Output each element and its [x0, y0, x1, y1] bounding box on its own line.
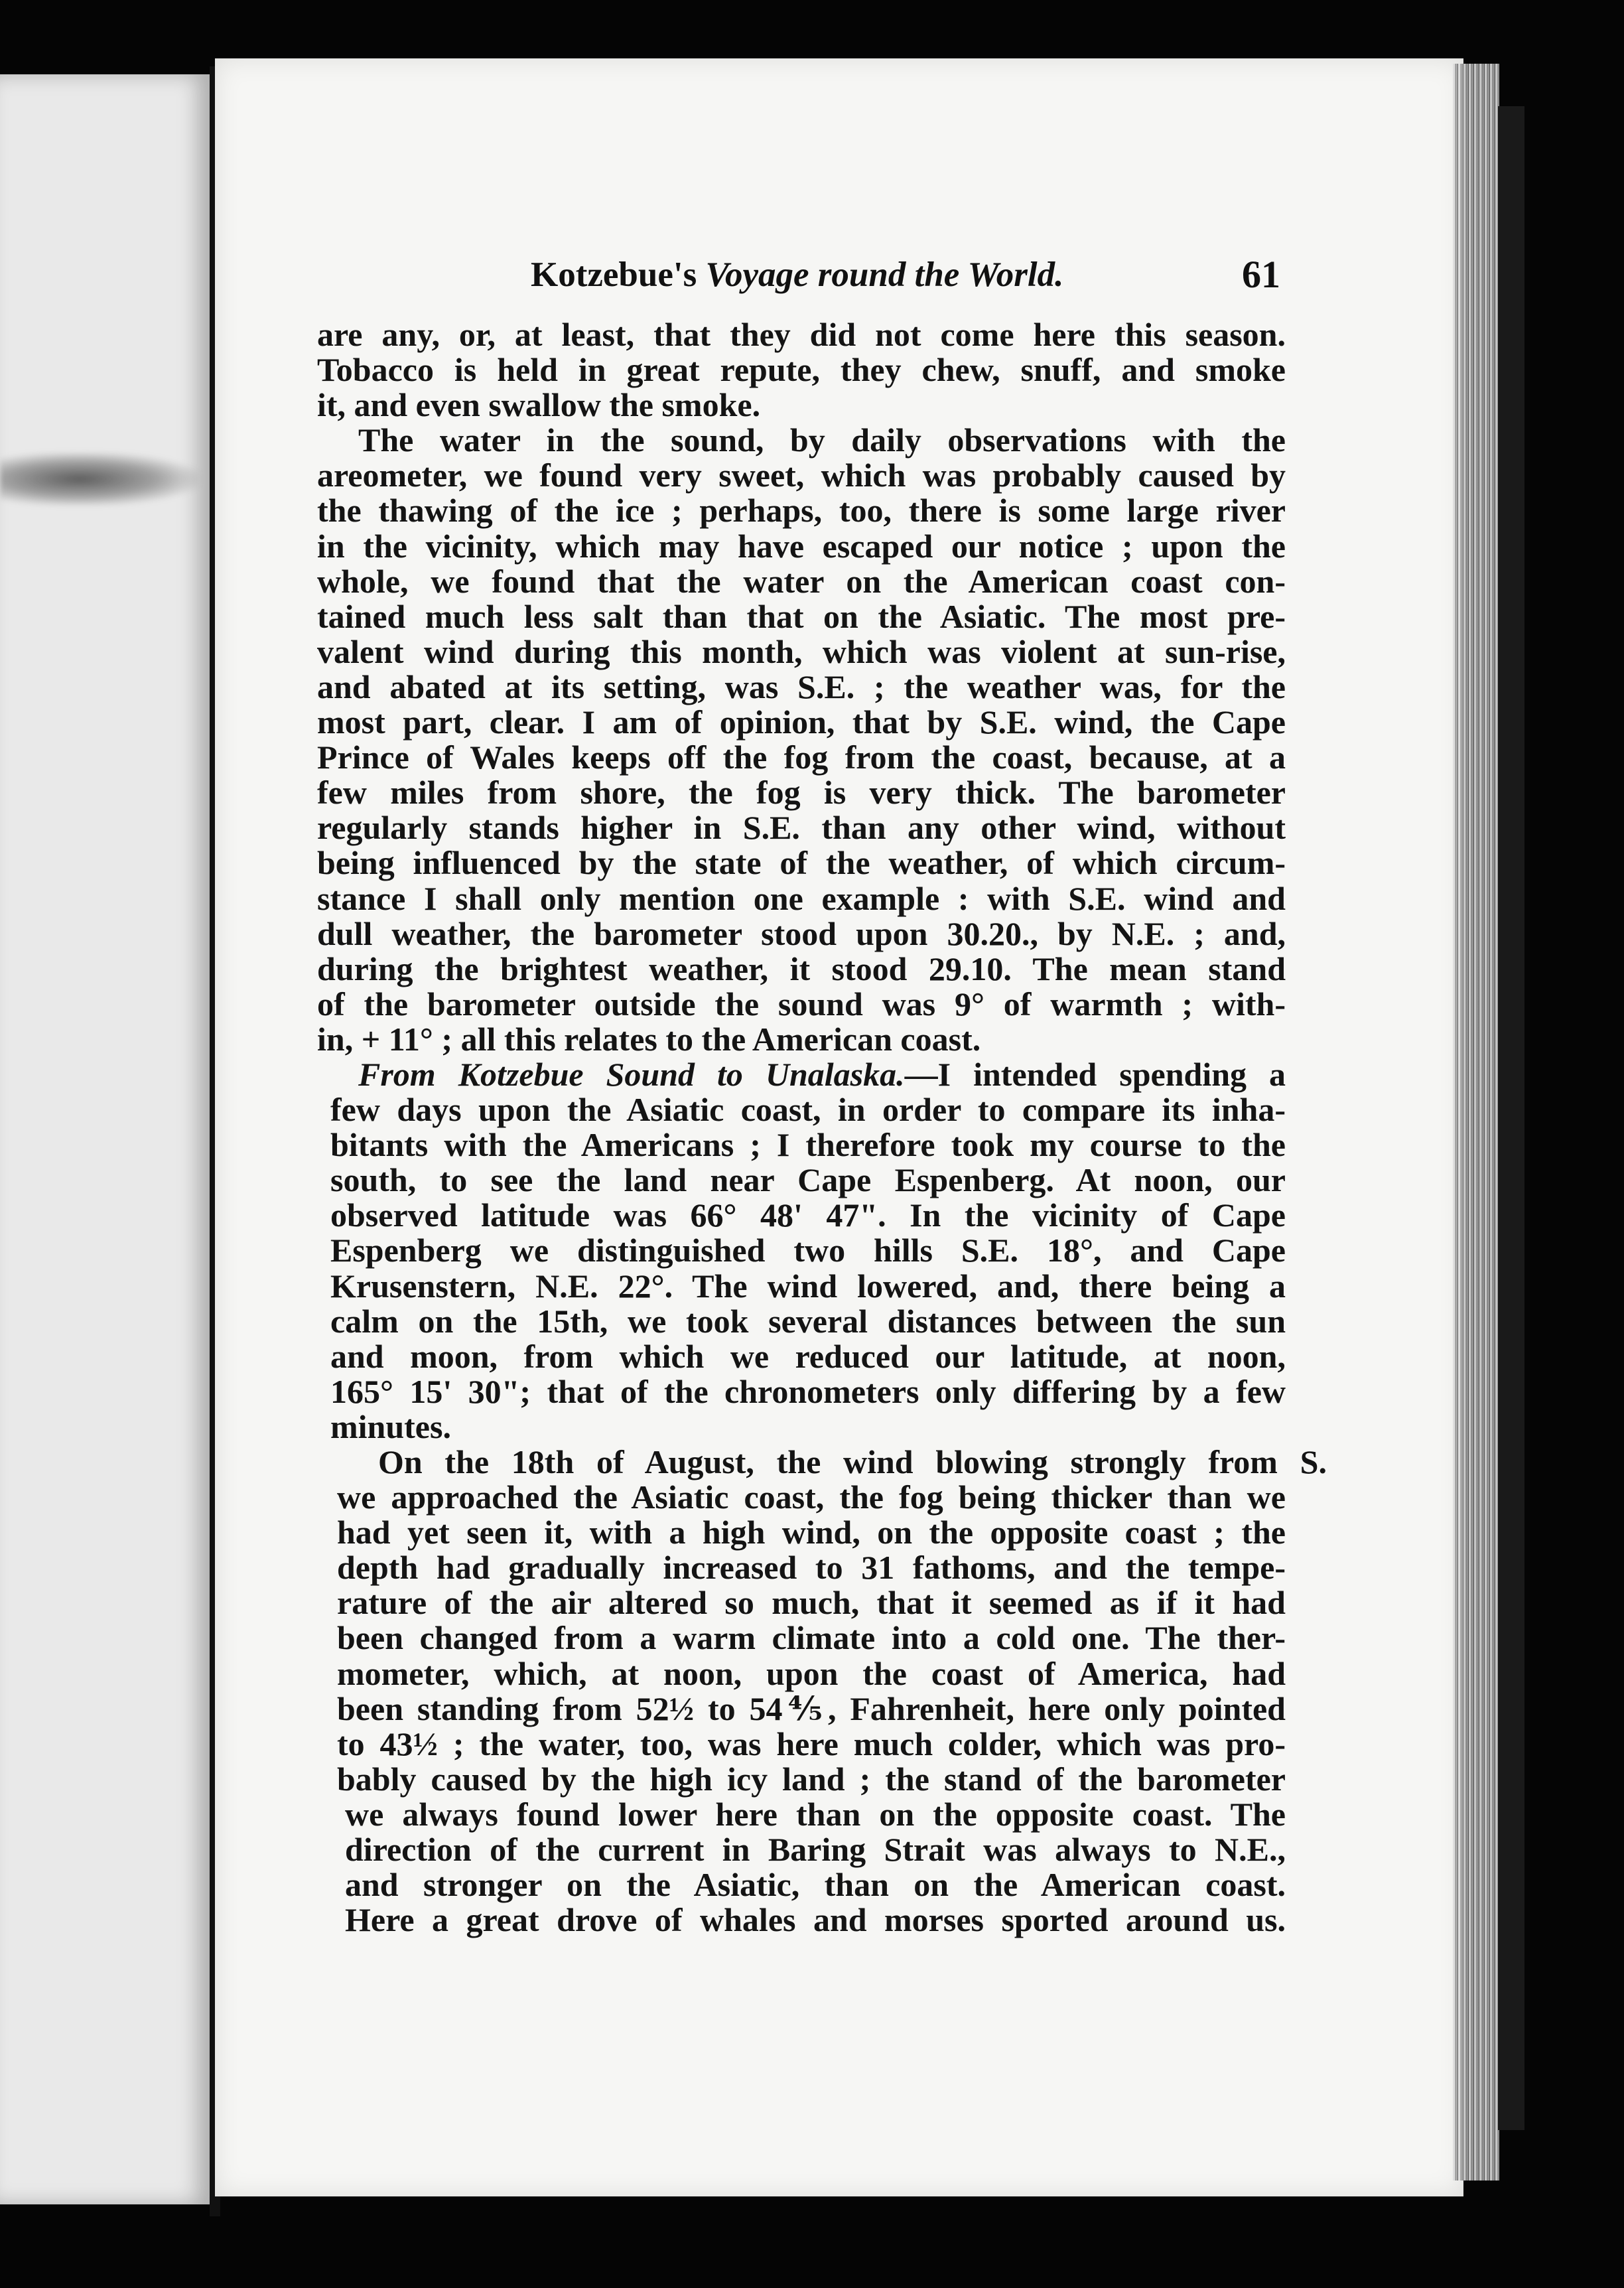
text-line: regularly stands higher in S.E. than any other wind, without [317, 809, 1286, 847]
text-line: observed latitude was 66° 48' 47". In the vicinity of Cape [330, 1196, 1286, 1234]
text-line: valent wind during this month, which was violent at sun-rise, [317, 632, 1286, 670]
page-number: 61 [1242, 253, 1280, 296]
running-header [531, 255, 1280, 301]
text-line: stance I shall only mention one example : with S.E. wind and [317, 879, 1286, 917]
paragraph-start-line: On the 18th of August, the wind blowing strongly from S. [378, 1443, 1327, 1480]
text-line: and abated at its setting, was S.E. ; the weather was, for the [317, 668, 1286, 705]
text-line: dull weather, the barometer stood upon 30.20., by N.E. ; and, [317, 914, 1286, 952]
page-edges [1453, 64, 1499, 2181]
text-line: to 43½ ; the water, too, was here much colder, which was pro- [337, 1725, 1286, 1762]
text-line: are any, or, at least, that they did not come here this season. [317, 316, 1286, 353]
running-title-italic: Voyage round the World. [705, 255, 1064, 294]
text-line: areometer, we found very sweet, which was probably caused by [317, 457, 1286, 494]
text-line: Here a great drove of whales and morses sported around us. [345, 1901, 1286, 1939]
text-line: Espenberg we distinguished two hills S.E. 18°, and Cape [330, 1232, 1286, 1269]
paragraph-start-line: The water in the sound, by daily observations with the [358, 421, 1286, 459]
text-line: rature of the air altered so much, that it seemed as if it had [337, 1584, 1286, 1622]
text-line: few miles from shore, the fog is very thick. The barometer [317, 774, 1286, 812]
text-line: most part, clear. I am of opinion, that by S.E. wind, the Cape [317, 703, 1286, 741]
text-line: during the brightest weather, it stood 29.10. The mean stand [317, 950, 1286, 987]
text-line: few days upon the Asiatic coast, in order to compare its inha- [330, 1091, 1286, 1129]
text-line: we always found lower here than on the opposite coast. The [345, 1795, 1286, 1833]
ink-smudge [0, 453, 199, 506]
section-heading-line [317, 1057, 1286, 1092]
facing-page [0, 74, 210, 2204]
section-heading-rest: —I intended spending a [904, 1055, 1286, 1093]
text-line: south, to see the land near Cape Espenberg. At noon, our [330, 1161, 1286, 1199]
text-line: and stronger on the Asiatic, than on the American coast. [345, 1866, 1286, 1904]
text-line: direction of the current in Baring Strait was always to N.E., [345, 1831, 1286, 1869]
text-line: minutes. [330, 1407, 451, 1445]
text-line: in the vicinity, which may have escaped our notice ; upon the [317, 527, 1286, 565]
text-line: Krusenstern, N.E. 22°. The wind lowered, and, there being a [330, 1267, 1286, 1305]
text-line: Prince of Wales keeps off the fog from the coast, because, at a [317, 739, 1286, 776]
text-line: mometer, which, at noon, upon the coast of America, had [337, 1654, 1286, 1692]
text-line: whole, we found that the water on the American coast con- [317, 562, 1286, 600]
text-line: been changed from a warm climate into a cold one. The ther- [337, 1619, 1286, 1657]
text-line: in, + 11° ; all this relates to the American coast. [317, 1020, 981, 1058]
text-line: calm on the 15th, we took several distances between the sun [330, 1302, 1286, 1340]
text-line: Tobacco is held in great repute, they chew, snuff, and smoke [317, 351, 1286, 389]
text-line: 165° 15' 30"; that of the chronometers only differing by a few [330, 1372, 1286, 1410]
text-line: bably caused by the high icy land ; the stand of the barometer [337, 1760, 1286, 1798]
section-heading: From Kotzebue Sound to Unalaska. [358, 1055, 905, 1093]
text-line: being influenced by the state of the weather, of which circum- [317, 844, 1286, 882]
text-line: bitants with the Americans ; I therefore took my course to the [330, 1126, 1286, 1164]
text-line: depth had gradually increased to 31 fathoms, and the tempe- [337, 1549, 1286, 1587]
running-title [531, 255, 1063, 295]
running-title-prefix: Kotzebue's [531, 255, 706, 294]
text-line: tained much less salt than that on the Asiatic. The most pre- [317, 597, 1286, 635]
book-cover-edge [1498, 106, 1524, 2130]
text-line: it, and even swallow the smoke. [317, 386, 761, 424]
body-text [317, 316, 1327, 1939]
text-line: we approached the Asiatic coast, the fog being thicker than we [337, 1478, 1286, 1516]
text-line: the thawing of the ice ; perhaps, too, there is some large river [317, 492, 1286, 530]
text-line: been standing from 52½ to 54⅘, Fahrenheit, here only pointed [337, 1689, 1286, 1727]
text-line: and moon, from which we reduced our latitude, at noon, [330, 1337, 1286, 1375]
text-line: had yet seen it, with a high wind, on the opposite coast ; the [337, 1514, 1286, 1551]
text-line: of the barometer outside the sound was 9° of warmth ; with- [317, 985, 1286, 1023]
